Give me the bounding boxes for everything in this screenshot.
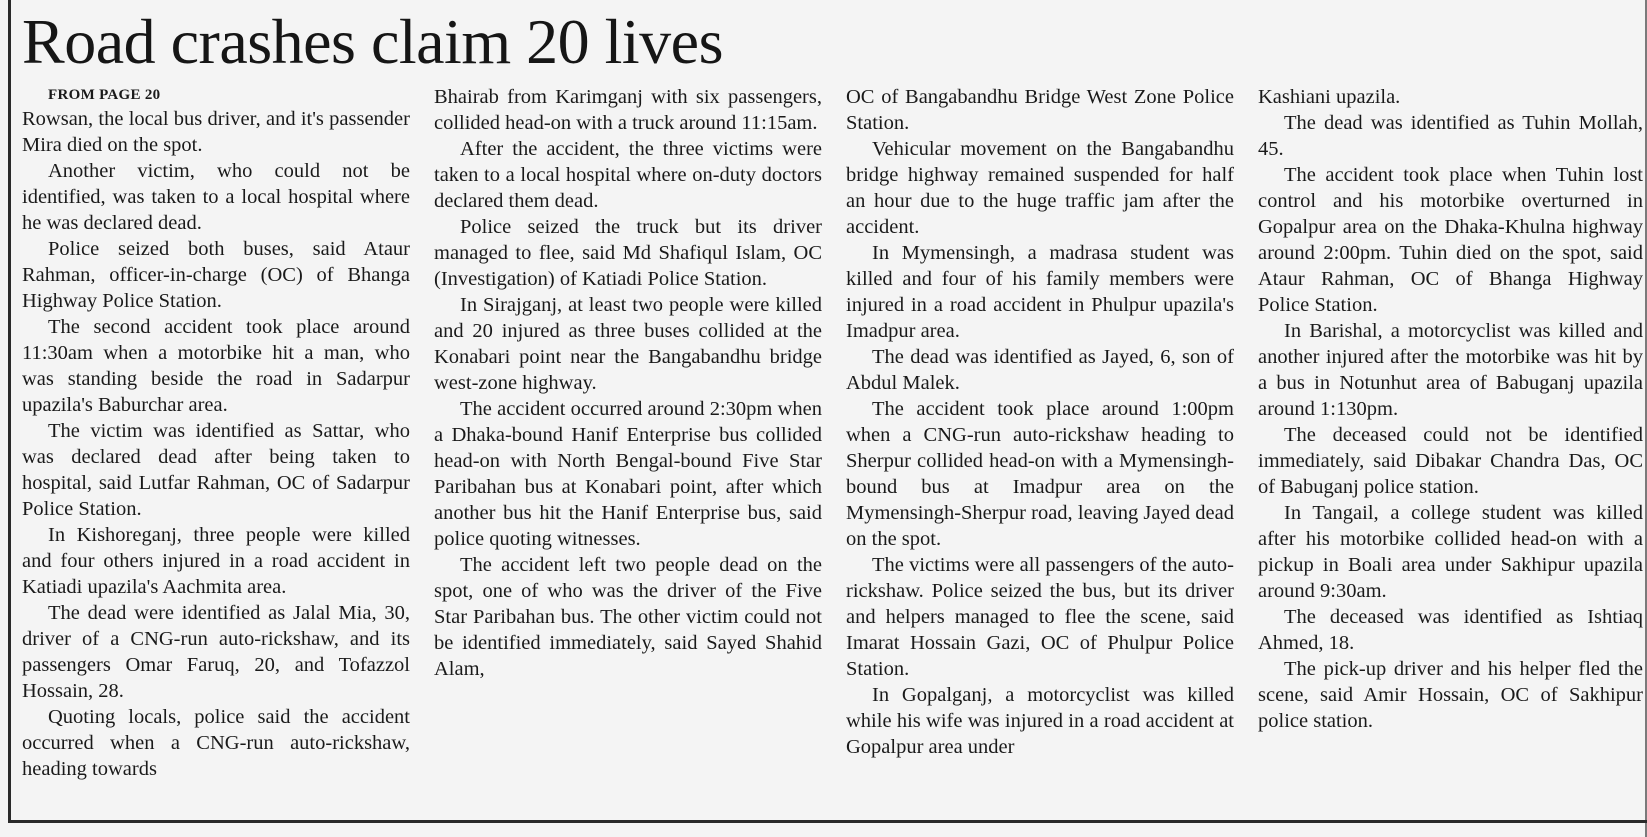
paragraph: Police seized both buses, said Ataur Rahman, officer-in-charge (OC) of Bhanga Highway Police Station. [22,238,410,312]
paragraph: In Gopalganj, a motorcyclist was killed while his wife was injured in a road accident at Gopalpur area under [846,684,1234,758]
paragraph: In Tangail, a college student was killed after his motorbike collided head-on with a pickup in Boali area under Sakhipur upazila around 9:30am. [1258,502,1643,602]
paragraph: Quoting locals, police said the accident occurred when a CNG-run auto-rickshaw, heading towards [22,706,410,780]
paragraph: Vehicular movement on the Bangabandhu bridge highway remained suspended for half an hour due to the huge traffic jam after the accident. [846,138,1234,238]
article-column-2 [434,84,822,814]
paragraph: In Sirajganj, at least two people were killed and 20 injured as three buses collided at the Konabari point near the Bangabandhu bridge west-zone highway. [434,294,822,394]
paragraph: The victims were all passengers of the auto-rickshaw. Police seized the bus, but its driver and helpers managed to flee the scene, said Imarat Hossain Gazi, OC of Phulpur Police Station. [846,554,1234,680]
paragraph: The dead were identified as Jalal Mia, 30, driver of a CNG-run auto-rickshaw, and its passengers Omar Faruq, 20, and Tofazzol Hossain, 28. [22,602,410,702]
paragraph: Police seized the truck but its driver managed to flee, said Md Shafiqul Islam, OC (Investigation) of Katiadi Police Station. [434,216,822,290]
paragraph: OC of Bangabandhu Bridge West Zone Police Station. [846,86,1234,134]
paragraph: Rowsan, the local bus driver, and it's passender Mira died on the spot. [22,108,410,156]
paragraph: In Barishal, a motorcyclist was killed and another injured after the motorbike was hit by a bus in Notunhut area of Babuganj upazila around 1:130pm. [1258,320,1643,420]
continuation-kicker: FROM PAGE 20 [48,87,161,103]
paragraph: The second accident took place around 11:30am when a motorbike hit a man, who was standing beside the road in Sadarpur upazila's Baburchar area. [22,316,410,416]
left-border-rule [8,0,11,822]
article-column-1 [22,84,410,814]
paragraph: The dead was identified as Tuhin Mollah, 45. [1258,112,1643,160]
paragraph: Another victim, who could not be identified, was taken to a local hospital where he was declared dead. [22,160,410,234]
paragraph: In Kishoreganj, three people were killed and four others injured in a road accident in Katiadi upazila's Aachmita area. [22,524,410,598]
article-column-3 [846,84,1234,814]
paragraph: The dead was identified as Jayed, 6, son of Abdul Malek. [846,346,1234,394]
paragraph: In Mymensingh, a madrasa student was killed and four of his family members were injured in a road accident in Phulpur upazila's Imadpur area. [846,242,1234,342]
paragraph: The accident occurred around 2:30pm when a Dhaka-bound Hanif Enterprise bus collided head-on with North Bengal-bound Five Star Paribahan bus at Konabari point, after which another bus hit the Hanif Enterprise bus, said police quoting witnesses. [434,398,822,550]
headline: Road crashes claim 20 lives [22,6,723,77]
paragraph: The pick-up driver and his helper fled the scene, said Amir Hossain, OC of Sakhipur police station. [1258,658,1643,732]
paragraph: Kashiani upazila. [1258,86,1401,108]
bottom-border-rule [8,820,1647,823]
paragraph: Bhairab from Karimganj with six passengers, collided head-on with a truck around 11:15am. [434,86,822,134]
paragraph: After the accident, the three victims were taken to a local hospital where on-duty doctors declared them dead. [434,138,822,212]
paragraph: The victim was identified as Sattar, who was declared dead after being taken to hospital, said Lutfar Rahman, OC of Sadarpur Police Station. [22,420,410,520]
paragraph: The accident left two people dead on the spot, one of who was the driver of the Five Star Paribahan bus. The other victim could not be identified immediately, said Sayed Shahid Alam, [434,554,822,680]
paragraph: The accident took place around 1:00pm when a CNG-run auto-rickshaw heading to Sherpur collided head-on with a Mymensingh-bound bus at Imadpur area on the Mymensingh-Sherpur road, leaving Jayed dead on the spot. [846,398,1234,550]
article-column-4 [1258,84,1643,814]
paragraph: The deceased was identified as Ishtiaq Ahmed, 18. [1258,606,1643,654]
paragraph: The accident took place when Tuhin lost control and his motorbike overturned in Gopalpur area on the Dhaka-Khulna highway around 2:00pm. Tuhin died on the spot, said Ataur Rahman, OC of Bhanga Highway Police Station. [1258,164,1643,316]
paragraph: The deceased could not be identified immediately, said Dibakar Chandra Das, OC of Babuganj police station. [1258,424,1643,498]
